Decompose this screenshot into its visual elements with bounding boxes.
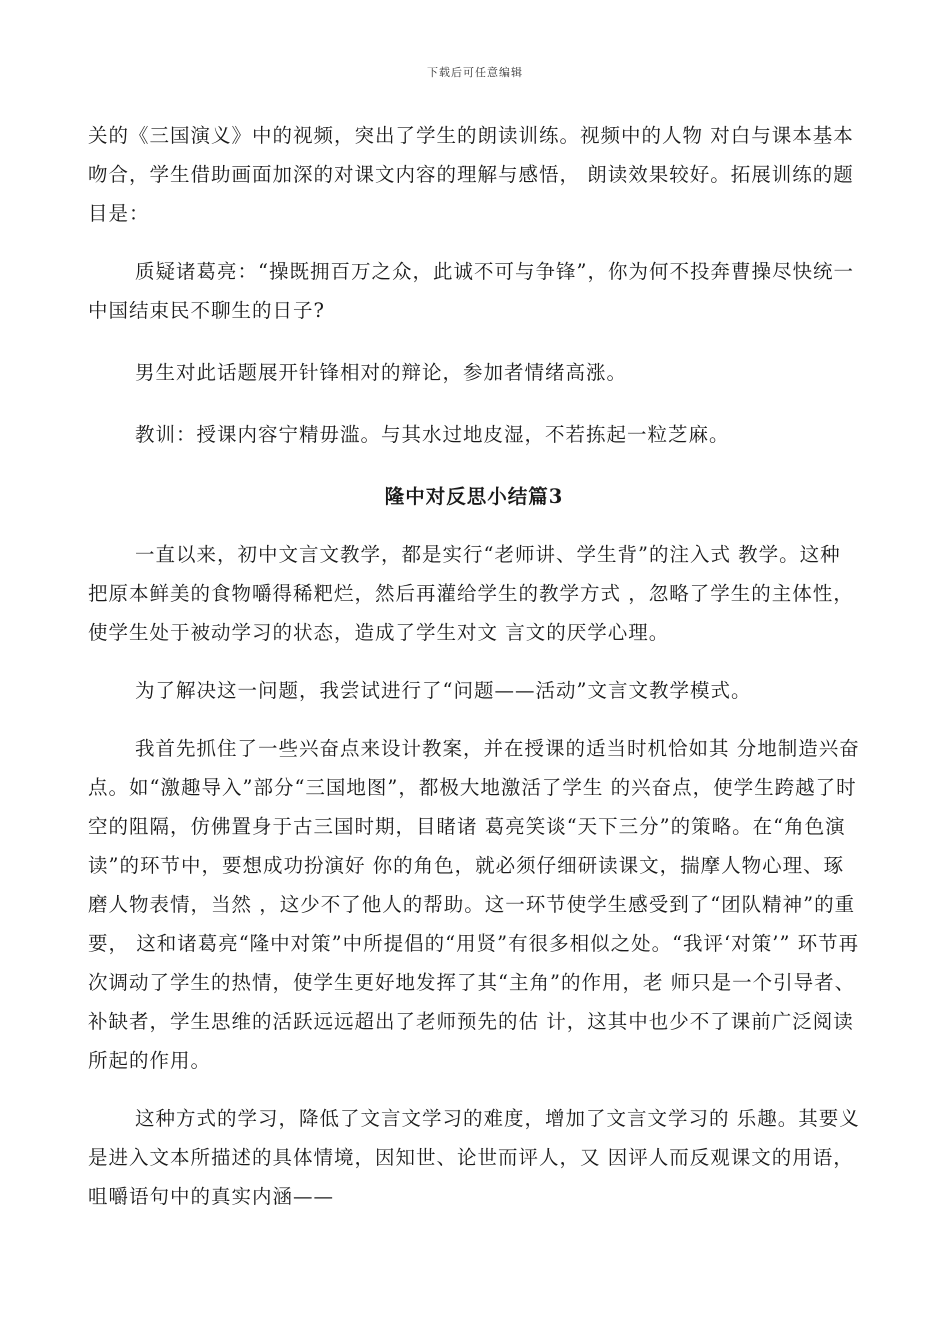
paragraph-5: 一直以来，初中文言文教学，都是实行“老师讲、学生背”的注入式 教学。这种把原本鲜美的食物嚼得稀粑烂，然后再灌给学生的教学方式 ，忽略了学生的主体性，使学生处于被动学习的状态，造成了学生对文 言文的厌学心理。 [88,543,854,644]
document-body [88,116,860,1216]
paragraph-2: 质疑诸葛亮：“操既拥百万之众，此诚不可与争锋”，你为何不投奔曹操尽快统一中国结束民不聊生的日子? [88,260,854,322]
paragraph-7: 我首先抓住了一些兴奋点来设计教案，并在授课的适当时机恰如其 分地制造兴奋点。如“激趣导入”部分“三国地图”，都极大地激活了学生 的兴奋点，使学生跨越了时空的阻隔，仿佛置身于古三国时期，目睹诸 葛亮笑谈“天下三分”的策略。在“角色演读”的环节中，要想成功扮演好 你的角色，就必须仔细研读课文，揣摩人物心理、琢磨人物表情，当然 ，这少不了他人的帮助。这一环节使学生感受到了“团队精神”的重要， 这和诸葛亮“隆中对策”中所提倡的“用贤”有很多相似之处。“我评‘对策’” 环节再次调动了学生的热情，使学生更好地发挥了其“主角”的作用，老 师只是一个引导者、补缺者，学生思维的活跃远远超出了老师预先的估 计，这其中也少不了课前广泛阅读所起的作用。 [88,737,860,1072]
paragraph-4: 教训：授课内容宁精毋滥。与其水过地皮湿，不若拣起一粒芝麻。 [135,423,730,446]
paragraph-6: 为了解决这一问题，我尝试进行了“问题——活动”文言文教学模式。 [135,679,752,702]
paragraph-3: 男生对此话题展开针锋相对的辩论，参加者情绪高涨。 [135,361,628,384]
paragraph-1: 关的《三国演义》中的视频，突出了学生的朗读训练。视频中的人物 对白与课本基本吻合，学生借助画面加深的对课文内容的理解与感悟， 朗读效果较好。拓展训练的题目是： [88,124,854,225]
section-title: 隆中对反思小结篇3 [384,485,564,508]
header-note: 下载后可任意编辑 [427,66,523,79]
paragraph-8: 这种方式的学习，降低了文言文学习的难度，增加了文言文学习的 乐趣。其要义是进入文本所描述的具体情境，因知世、论世而评人，又 因评人而反观课文的用语，咀嚼语句中的真实内涵—— [88,1107,860,1208]
